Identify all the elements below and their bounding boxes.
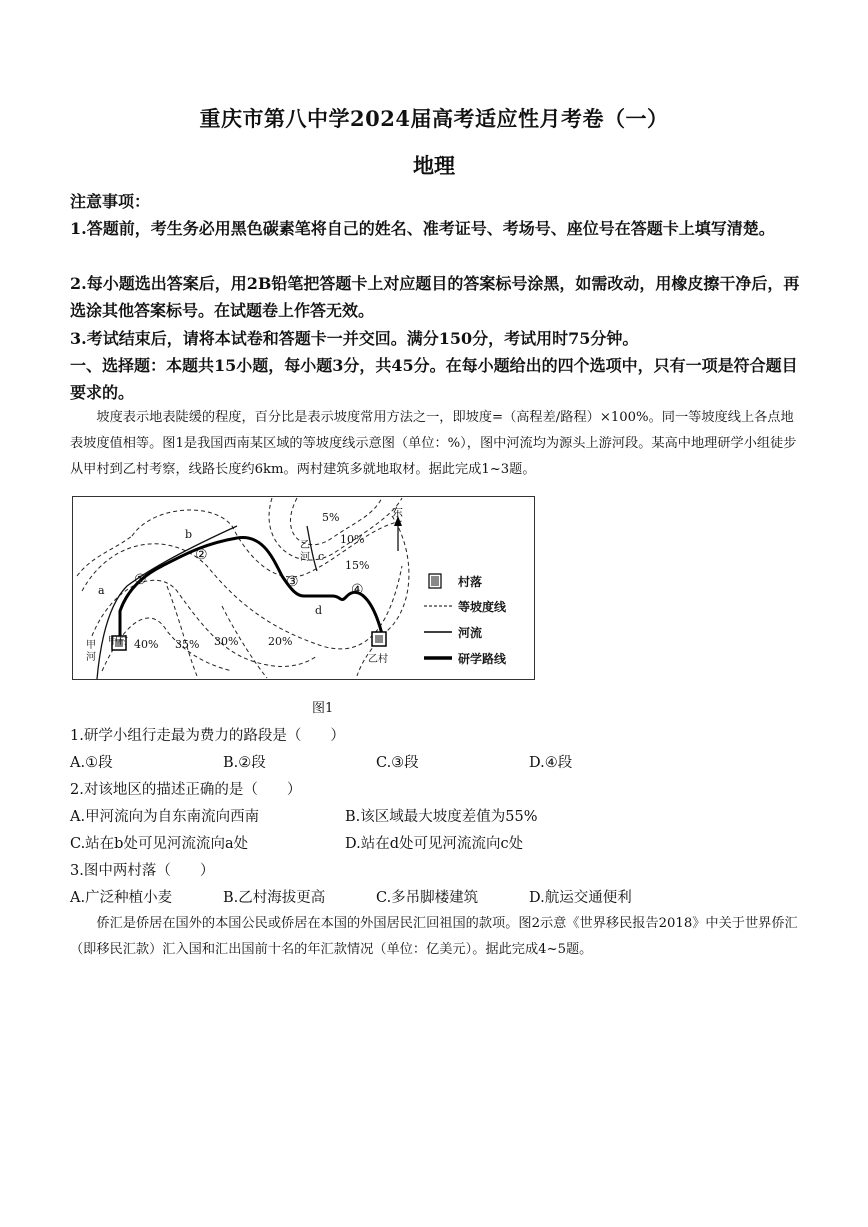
legend-village-fill — [431, 576, 439, 586]
q2-option-c[interactable]: C.站在b处可见河流流向a处 — [70, 836, 249, 852]
question-2-stem: 2.对该地区的描述正确的是（ ） — [70, 782, 302, 798]
q2-option-a[interactable]: A.甲河流向为自东南流向西南 — [70, 809, 260, 825]
segment-label-4: ④ — [351, 582, 364, 598]
q2-option-d[interactable]: D.站在d处可见河流流向c处 — [345, 836, 524, 852]
legend-label-contour: 等坡度线 — [458, 600, 507, 614]
q3-option-d[interactable]: D.航运交通便利 — [529, 890, 632, 906]
river-jia-char-2: 河 — [86, 652, 96, 663]
contour-label: 15% — [345, 559, 370, 572]
segment-label-3: ③ — [286, 574, 299, 590]
subject-title: 地理 — [413, 153, 455, 178]
exam-title: 重庆市第八中学2024届高考适应性月考卷（一） — [199, 106, 669, 131]
q1-option-d[interactable]: D.④段 — [529, 755, 573, 771]
section-heading: 一、选择题：本题共15小题，每小题3分，共45分。在每小题给出的四个选项中，只有一项是符合题目要求的。 — [70, 356, 798, 402]
notice-heading: 注意事项： — [70, 192, 151, 211]
point-label-c: c — [318, 550, 325, 563]
village-yi-fill — [375, 635, 383, 643]
point-label-d: d — [315, 604, 323, 617]
q3-option-b[interactable]: B.乙村海拔更高 — [223, 890, 326, 906]
legend-label-route: 研学路线 — [458, 652, 507, 666]
passage-2: 侨汇是侨居在国外的本国公民或侨居在本国的外国居民汇回祖国的款项。图2示意《世界移民报告2018》中关于世界侨汇（即移民汇款）汇入国和汇出国前十名的年汇款情况（单位：亿美元）。据此完成4~5题。 — [70, 916, 798, 957]
contour-label: 40% — [134, 638, 159, 651]
point-label-b: b — [185, 528, 193, 541]
q1-option-a[interactable]: A.①段 — [70, 755, 113, 771]
river-jia-char-1: 甲 — [86, 640, 96, 651]
contour-label: 5% — [322, 511, 340, 524]
village-label-jia: 甲村 — [108, 636, 128, 647]
question-1-stem: 1.研学小组行走最为费力的路段是（ ） — [70, 728, 345, 744]
contour-label: 30% — [214, 635, 239, 648]
notice-item-1: 1.答题前，考生务必用黑色碳素笔将自己的姓名、准考证号、考场号、座位号在答题卡上填写清楚。 — [70, 219, 775, 238]
q1-option-c[interactable]: C.③段 — [376, 755, 419, 771]
contour-label: 20% — [268, 635, 293, 648]
direction-label: 东 — [392, 506, 403, 519]
legend-label-river: 河流 — [458, 626, 483, 640]
notice-item-2: 2.每小题选出答案后，用2B铅笔把答题卡上对应题目的答案标号涂黑，如需改动，用橡皮擦干净后，再选涂其他答案标号。在试题卷上作答无效。 — [70, 274, 800, 320]
q3-option-a[interactable]: A.广泛种植小麦 — [70, 890, 173, 906]
legend-label-village: 村落 — [458, 575, 483, 589]
notice-item-3: 3.考试结束后，请将本试卷和答题卡一并交回。满分150分，考试用时75分钟。 — [70, 329, 639, 348]
point-label-a: a — [98, 584, 105, 597]
q3-option-c[interactable]: C.多吊脚楼建筑 — [376, 890, 479, 906]
q2-option-b[interactable]: B.该区域最大坡度差值为55% — [345, 809, 538, 825]
river-yi-char-2: 河 — [300, 552, 310, 563]
segment-label-2: ② — [195, 547, 208, 563]
figure-1-caption: 图1 — [312, 701, 334, 716]
question-3-stem: 3.图中两村落（ ） — [70, 863, 215, 879]
river-yi-char-1: 乙 — [300, 540, 310, 551]
contour-label: 10% — [340, 533, 365, 546]
segment-label-1: ① — [134, 572, 147, 588]
q1-option-b[interactable]: B.②段 — [223, 755, 266, 771]
figure-1-map — [72, 496, 535, 680]
contour-label: 35% — [175, 638, 200, 651]
passage-1: 坡度表示地表陡缓的程度，百分比是表示坡度常用方法之一，即坡度=（高程差/路程）×100%。同一等坡度线上各点地表坡度值相等。图1是我国西南某区域的等坡度线示意图（单位：%），图中河流均为源头上游河段。某高中地理研学小组徒步从甲村到乙村考察，线路长度约6km。两村建筑多就地取材。据此完成1~3题。 — [70, 410, 797, 477]
village-label-yi: 乙村 — [368, 654, 388, 665]
